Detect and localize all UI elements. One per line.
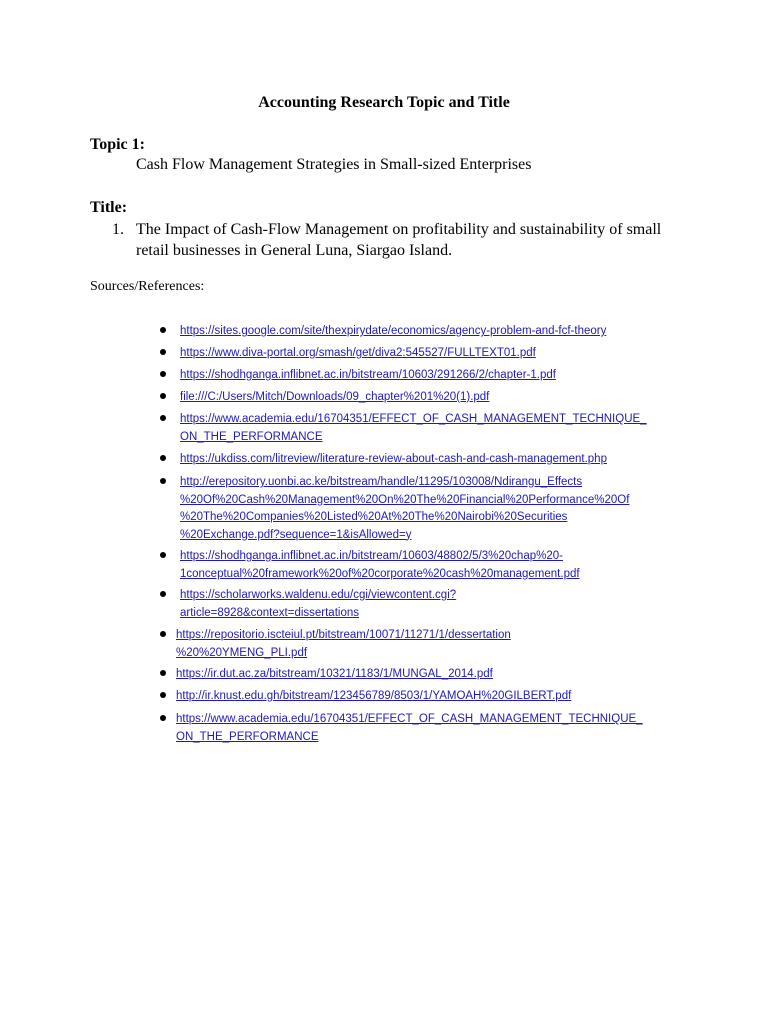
reference-link[interactable]: https://ukdiss.com/litreview/literature-review-about-cash-and-cash-management.php <box>180 453 607 465</box>
bullet-icon <box>160 715 166 721</box>
reference-link[interactable]: https://ir.dut.ac.za/bitstream/10321/1183/1/MUNGAL_2014.pdf <box>176 668 493 680</box>
title-label: Title: <box>90 199 128 216</box>
bullet-icon <box>160 327 166 333</box>
bullet-icon <box>160 631 166 637</box>
reference-link[interactable]: https://www.diva-portal.org/smash/get/diva2:545527/FULLTEXT01.pdf <box>180 347 536 359</box>
reference-link[interactable]: https://shodhganga.inflibnet.ac.in/bitstream/10603/48802/5/3%20chap%20- 1conceptual%20framework%20of%20corporate%20cash%20management.pdf <box>180 550 580 580</box>
reference-link[interactable]: https://sites.google.com/site/thexpirydate/economics/agency-problem-and-fcf-theory <box>180 325 607 337</box>
reference-link[interactable]: http://ir.knust.edu.gh/bitstream/123456789/8503/1/YAMOAH%20GILBERT.pdf <box>176 690 572 702</box>
bullet-icon <box>160 393 166 399</box>
reference-link[interactable]: https://scholarworks.waldenu.edu/cgi/viewcontent.cgi? article=8928&context=dissertations <box>180 589 457 619</box>
bullet-icon <box>160 349 166 355</box>
bullet-icon <box>160 415 166 421</box>
reference-link[interactable]: https://www.academia.edu/16704351/EFFECT_OF_CASH_MANAGEMENT_TECHNIQUE_ ON_THE_PERFORMANCE <box>180 413 647 443</box>
title-item-number: 1. <box>112 221 124 238</box>
document-title: Accounting Research Topic and Title <box>258 94 510 111</box>
bullet-icon <box>160 552 166 558</box>
bullet-icon <box>160 371 166 377</box>
bullet-icon <box>160 670 166 676</box>
reference-link[interactable]: https://www.academia.edu/16704351/EFFECT_OF_CASH_MANAGEMENT_TECHNIQUE_ ON_THE_PERFORMANCE <box>176 713 643 743</box>
reference-link[interactable]: https://shodhganga.inflibnet.ac.in/bitstream/10603/291266/2/chapter-1.pdf <box>180 369 556 381</box>
topic-text: Cash Flow Management Strategies in Small-sized Enterprises <box>136 156 532 173</box>
reference-link[interactable]: file:///C:/Users/Mitch/Downloads/09_chapter%201%20(1).pdf <box>180 391 490 403</box>
title-item-text: The Impact of Cash-Flow Management on profitability and sustainability of small retail businesses in General Luna, Siargao Island. <box>136 221 662 259</box>
bullet-icon <box>160 692 166 698</box>
bullet-icon <box>160 478 166 484</box>
sources-label: Sources/References: <box>90 279 205 294</box>
bullet-icon <box>160 455 166 461</box>
reference-link[interactable]: http://erepository.uonbi.ac.ke/bitstream/handle/11295/103008/Ndirangu_Effects %20Of%20Cash%20Management%20On%20The%20Financial%20Performance%20Of %20The%20Companies%20Listed%20At%20The%20Nairobi%20Securities %20Exchange.pdf?sequence=1&isAllowed=y <box>180 476 630 541</box>
reference-link[interactable]: https://repositorio.iscteiul.pt/bitstream/10071/11271/1/dessertation %20%20YMENG_PLI.pdf <box>176 629 511 659</box>
topic-label: Topic 1: <box>90 136 145 153</box>
bullet-icon <box>160 591 166 597</box>
